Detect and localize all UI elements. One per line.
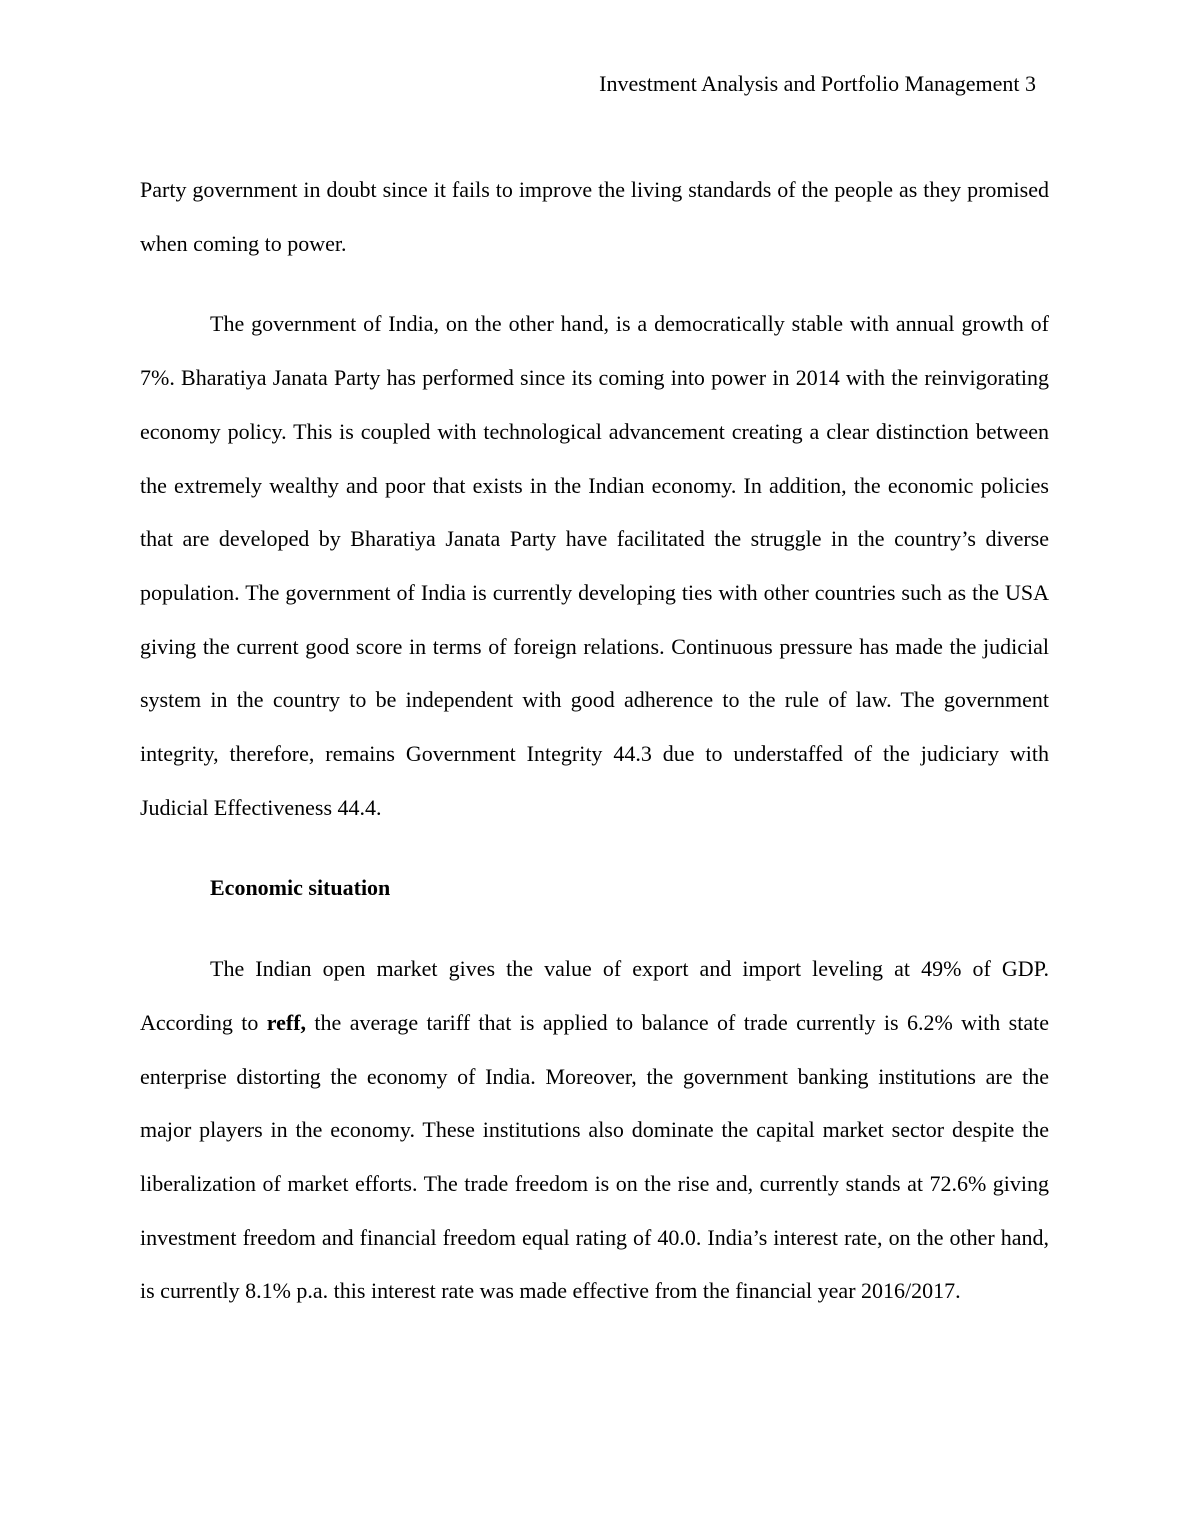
running-head: Investment Analysis and Portfolio Management 3 <box>599 71 1036 96</box>
paragraph-text-end: the average tariff that is applied to balance of trade currently is 6.2% with state enterprise distorting the economy of India. Moreover, the government banking institutions are the major players in the economy. These institutions also dominate the capital market sector despite the liberalization of market efforts. The trade freedom is on the rise and, currently stands at 72.6% giving investment freedom and financial freedom equal rating of 40.0. India’s interest rate, on the other hand, is currently 8.1% p.a. this interest rate was made effective from the financial year 2016/2017. <box>140 1009 1049 1304</box>
section-heading-economic-situation: Economic situation <box>210 875 391 901</box>
paragraph-text-start: The Indian open market gives the value of export and import leveling at 49% of GDP. According to <box>140 956 1049 1035</box>
paragraph-economic-situation <box>140 942 1049 1318</box>
bold-reference: reff, <box>266 1009 307 1035</box>
paragraph-government-india: The government of India, on the other hand, is a democratically stable with annual growth of 7%. Bharatiya Janata Party has performed since its coming into power in 2014 with the reinvigorating economy policy. This is coupled with technological advancement creating a clear distinction between the extremely wealthy and poor that exists in the Indian economy. In addition, the economic policies that are developed by Bharatiya Janata Party have facilitated the struggle in the country’s diverse population. The government of India is currently developing ties with other countries such as the USA giving the current good score in terms of foreign relations. Continuous pressure has made the judicial system in the country to be independent with good adherence to the rule of law. The government integrity, therefore, remains Government Integrity 44.3 due to understaffed of the judiciary with Judicial Effectiveness 44.4. <box>140 311 1049 820</box>
paragraph-continuation: Party government in doubt since it fails to improve the living standards of the people as they promised when coming to power. <box>140 177 1049 256</box>
body-text <box>140 163 1049 1318</box>
